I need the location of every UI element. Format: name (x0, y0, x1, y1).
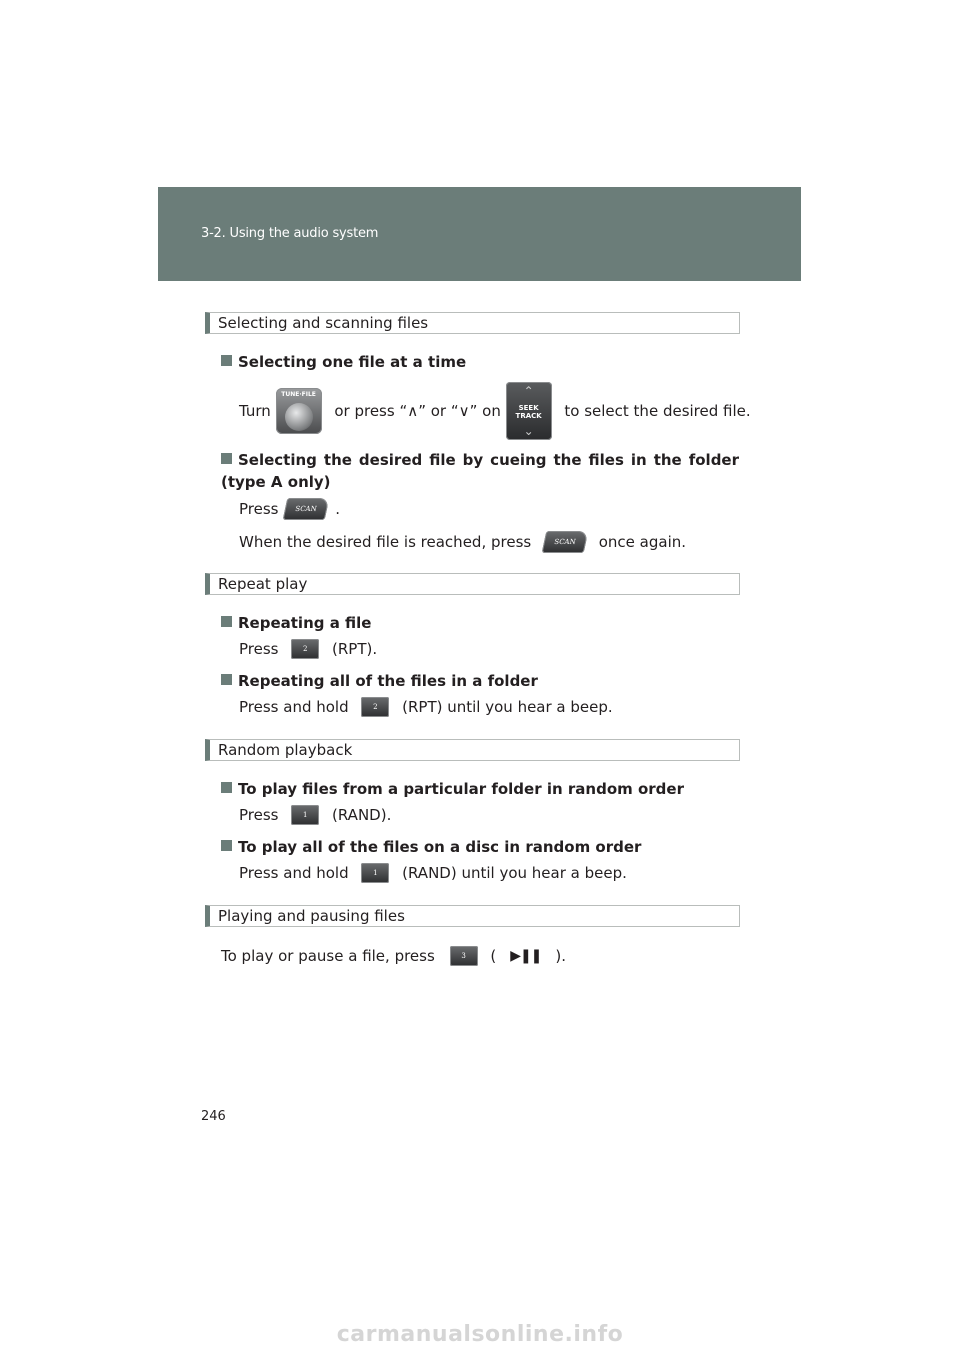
section-heading-selecting (205, 312, 740, 334)
section-heading-repeat (205, 573, 740, 595)
subheading-random-folder: To play files from a particular folder in random order (221, 778, 684, 800)
paragraph-scan-again: When the desired file is reached, press SCAN once again. (239, 533, 687, 551)
paragraph-random-disc: Press and hold 1 (RAND) until you hear a beep. (239, 864, 627, 882)
paragraph-turn: Turn TUNE·FILE or press “ ∧ ” or “ ∨ ” on ⌃ SEEK TRACK ⌄ to select the desired file. (239, 384, 751, 438)
square-bullet-icon (221, 840, 232, 851)
subheading-cueing: Selecting the desired file by cueing the files in the folder (type A only) (221, 451, 739, 491)
tune-file-knob-icon: TUNE·FILE (276, 388, 322, 434)
paragraph-repeat-folder: Press and hold 2 (RPT) until you hear a beep. (239, 698, 613, 716)
square-bullet-icon (221, 674, 232, 685)
preset-2-button-icon: 2 (361, 697, 389, 717)
section-title: Selecting and scanning files (218, 314, 429, 332)
chevron-down-icon: ⌄ (523, 424, 534, 438)
down-chevron-symbol: ∨ (458, 402, 470, 420)
scan-button-icon: SCAN (283, 498, 330, 520)
square-bullet-icon (221, 355, 232, 366)
subheading-random-disc: To play all of the files on a disc in random order (221, 836, 641, 858)
paragraph-repeat-file: Press 2 (RPT). (239, 640, 378, 658)
knob-icon (285, 403, 313, 431)
square-bullet-icon (221, 616, 232, 627)
preset-2-button-icon: 2 (291, 639, 319, 659)
chapter-title: 3-2. Using the audio system (201, 226, 379, 241)
square-bullet-icon (221, 782, 232, 793)
section-title: Playing and pausing files (218, 907, 405, 925)
scan-button-icon: SCAN (542, 531, 589, 553)
preset-3-button-icon: 3 (450, 946, 478, 966)
watermark: carmanualsonline.info (336, 1322, 624, 1347)
seek-track-button-icon: ⌃ SEEK TRACK ⌄ (506, 382, 552, 440)
chevron-up-icon: ⌃ (523, 384, 534, 398)
subheading-select-one: Selecting one file at a time (221, 351, 466, 373)
section-title: Random playback (218, 741, 353, 759)
section-title: Repeat play (218, 575, 308, 593)
square-bullet-icon (221, 453, 232, 464)
paragraph-press-scan: Press SCAN . (239, 500, 341, 518)
play-pause-icon: ▶❚❚ (510, 948, 542, 964)
paragraph-play-pause: To play or pause a file, press 3 ( ▶❚❚ ). (221, 947, 567, 965)
subheading-repeat-folder: Repeating all of the files in a folder (221, 670, 538, 692)
subheading-repeat-file: Repeating a file (221, 612, 371, 634)
up-chevron-symbol: ∧ (407, 402, 419, 420)
section-heading-pause (205, 905, 740, 927)
chapter-header-band (158, 187, 801, 281)
section-heading-random (205, 739, 740, 761)
page-number: 246 (201, 1109, 226, 1124)
paragraph-random-folder: Press 1 (RAND). (239, 806, 392, 824)
preset-1-button-icon: 1 (291, 805, 319, 825)
preset-1-button-icon: 1 (361, 863, 389, 883)
